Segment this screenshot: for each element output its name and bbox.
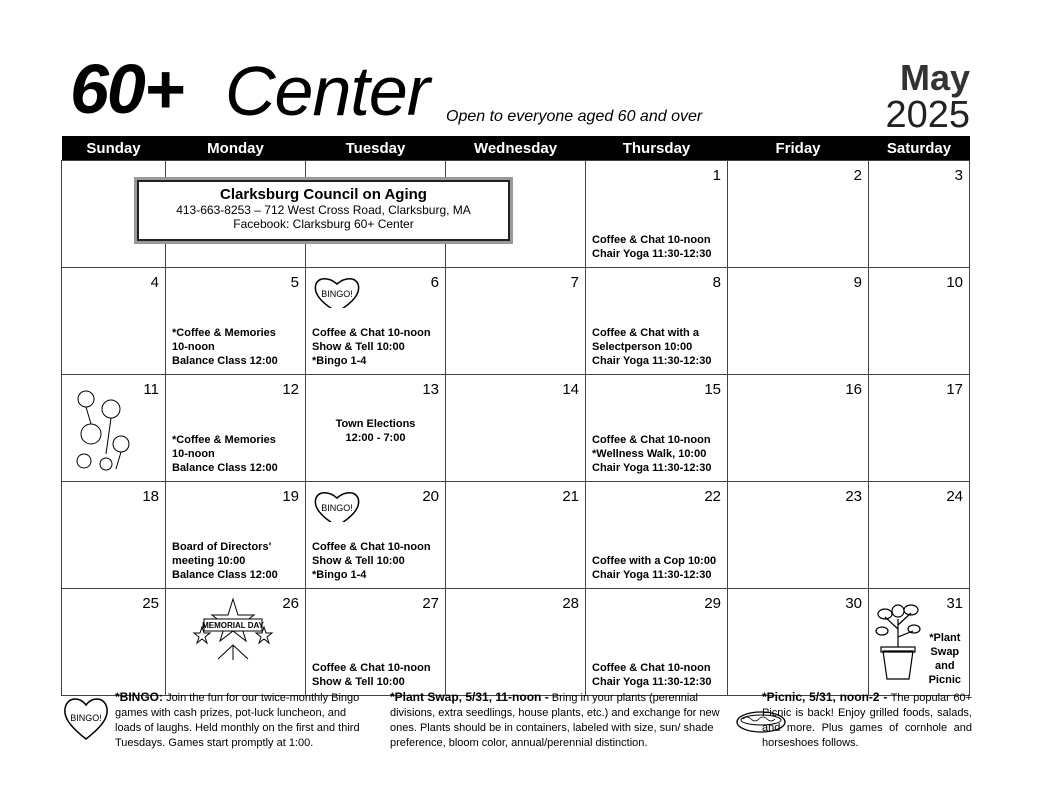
day-number: 27 bbox=[422, 595, 439, 612]
event-list bbox=[172, 540, 278, 582]
day-number: 22 bbox=[704, 488, 721, 505]
day-cell-23 bbox=[728, 482, 869, 589]
day-number: 26 bbox=[282, 595, 299, 612]
week-row bbox=[62, 375, 970, 482]
event-item: 10-noon bbox=[172, 341, 215, 353]
bingo-badge-text: BINGO! bbox=[321, 503, 353, 513]
day-cell-21 bbox=[446, 482, 586, 589]
day-number: 29 bbox=[704, 595, 721, 612]
weekday-wednesday: Wednesday bbox=[446, 136, 586, 161]
day-cell-19 bbox=[166, 482, 306, 589]
day-number: 5 bbox=[290, 274, 299, 291]
event-item: Coffee & Chat 10-noon bbox=[592, 434, 711, 446]
day-cell-29 bbox=[586, 589, 728, 696]
event-list bbox=[592, 554, 716, 582]
picnic-note bbox=[762, 690, 972, 751]
day-number: 12 bbox=[282, 381, 299, 398]
year-label: 2025 bbox=[885, 94, 970, 136]
event-item: Swap bbox=[930, 646, 960, 658]
event-item: Balance Class 12:00 bbox=[172, 569, 278, 581]
event-list bbox=[172, 433, 278, 475]
event-item: *Wellness Walk, 10:00 bbox=[592, 448, 707, 460]
weekday-tuesday: Tuesday bbox=[306, 136, 446, 161]
event-list bbox=[312, 661, 431, 689]
event-item: Chair Yoga 11:30-12:30 bbox=[592, 355, 712, 367]
event-item: *Bingo 1-4 bbox=[312, 355, 367, 367]
day-cell-22 bbox=[586, 482, 728, 589]
event-list bbox=[592, 433, 711, 475]
day-cell-30 bbox=[728, 589, 869, 696]
day-cell-5 bbox=[166, 268, 306, 375]
event-item: Selectperson 10:00 bbox=[592, 341, 693, 353]
event-item: Show & Tell 10:00 bbox=[312, 341, 405, 353]
event-item: Show & Tell 10:00 bbox=[312, 676, 405, 688]
memorial-day-stars-icon bbox=[188, 597, 278, 661]
weekday-monday: Monday bbox=[166, 136, 306, 161]
event-item: Coffee & Chat 10-noon bbox=[592, 234, 711, 246]
event-list bbox=[172, 326, 278, 368]
day-cell-8 bbox=[586, 268, 728, 375]
event-item: Coffee & Chat 10-noon bbox=[592, 662, 711, 674]
day-cell-31 bbox=[869, 589, 970, 696]
day-cell-14 bbox=[446, 375, 586, 482]
council-name: Clarksburg Council on Aging bbox=[220, 186, 427, 203]
day-number: 13 bbox=[422, 381, 439, 398]
day-number: 14 bbox=[562, 381, 579, 398]
day-cell-9 bbox=[728, 268, 869, 375]
day-cell-2 bbox=[728, 161, 869, 268]
event-item: Chair Yoga 11:30-12:30 bbox=[592, 248, 712, 260]
day-number: 3 bbox=[954, 167, 963, 184]
weekday-sunday: Sunday bbox=[62, 136, 166, 161]
day-number: 21 bbox=[562, 488, 579, 505]
plant-note-text: Bring in your plants (perennial divisions, extra seedlings, house plants, etc.) and exchange for new ones. Plants should be in containers, labeled with size, sun/ shade preference, bloom color, annual/perennial distinction. bbox=[390, 692, 720, 749]
event-item: Show & Tell 10:00 bbox=[312, 555, 405, 567]
week-row bbox=[62, 482, 970, 589]
event-item: meeting 10:00 bbox=[172, 555, 246, 567]
event-item: Coffee & Chat 10-noon bbox=[312, 662, 431, 674]
day-number: 9 bbox=[853, 274, 862, 291]
event-item: Balance Class 12:00 bbox=[172, 355, 278, 367]
day-number: 11 bbox=[143, 381, 159, 398]
event-item: Coffee & Chat 10-noon bbox=[312, 327, 431, 339]
event-list bbox=[312, 540, 431, 582]
event-item: Board of Directors' bbox=[172, 541, 272, 553]
event-item: Coffee with a Cop 10:00 bbox=[592, 555, 717, 567]
picnic-note-text: The popular 60+ Picnic is back! Enjoy grilled foods, salads, and more. Plus games of cornhole and horseshoes follows. bbox=[762, 692, 973, 749]
council-facebook: Facebook: Clarksburg 60+ Center bbox=[233, 217, 414, 231]
day-cell-7 bbox=[446, 268, 586, 375]
day-cell-15 bbox=[586, 375, 728, 482]
day-cell-6 bbox=[306, 268, 446, 375]
day-number: 6 bbox=[430, 274, 439, 291]
event-list bbox=[592, 233, 711, 261]
bingo-heart-text: BINGO! bbox=[70, 713, 102, 723]
event-list bbox=[312, 326, 431, 368]
event-item: 10-noon bbox=[172, 448, 215, 460]
day-number: 20 bbox=[422, 488, 439, 505]
day-number: 19 bbox=[282, 488, 299, 505]
event-item: 12:00 - 7:00 bbox=[345, 432, 406, 444]
mothers-day-flowers-icon bbox=[66, 379, 138, 477]
event-item: Chair Yoga 11:30-12:30 bbox=[592, 676, 712, 688]
weekday-header-row bbox=[62, 136, 970, 161]
bingo-heart-icon bbox=[310, 488, 362, 522]
day-cell-24 bbox=[869, 482, 970, 589]
weekday-thursday: Thursday bbox=[586, 136, 728, 161]
title-center: Center bbox=[225, 52, 430, 130]
subtitle: Open to everyone aged 60 and over bbox=[446, 108, 703, 125]
event-item: and bbox=[935, 660, 955, 672]
month-label: May bbox=[899, 57, 970, 98]
event-item: *Bingo 1-4 bbox=[312, 569, 367, 581]
day-number: 24 bbox=[946, 488, 963, 505]
day-cell-3 bbox=[869, 161, 970, 268]
day-cell-16 bbox=[728, 375, 869, 482]
day-cell-28 bbox=[446, 589, 586, 696]
day-cell-11 bbox=[62, 375, 166, 482]
weekday-saturday: Saturday bbox=[869, 136, 970, 161]
picnic-note-head: *Picnic, 5/31, noon-2 - bbox=[762, 690, 888, 704]
day-cell-26 bbox=[166, 589, 306, 696]
day-number: 23 bbox=[845, 488, 862, 505]
day-cell-18 bbox=[62, 482, 166, 589]
bingo-note-head: *BINGO: bbox=[115, 690, 163, 704]
event-item: *Coffee & Memories bbox=[172, 327, 276, 339]
council-address: 413-663-8253 – 712 West Cross Road, Clarksburg, MA bbox=[176, 203, 471, 217]
day-number: 17 bbox=[946, 381, 963, 398]
plant-swap-note bbox=[390, 690, 730, 751]
event-item: Town Elections bbox=[335, 418, 416, 430]
day-cell-27 bbox=[306, 589, 446, 696]
day-cell-25 bbox=[62, 589, 166, 696]
day-number: 30 bbox=[845, 595, 862, 612]
day-number: 18 bbox=[142, 488, 159, 505]
day-number: 16 bbox=[845, 381, 862, 398]
event-list bbox=[306, 417, 445, 445]
day-number: 4 bbox=[150, 274, 159, 291]
day-number: 25 bbox=[142, 595, 159, 612]
bingo-heart-icon bbox=[310, 274, 362, 308]
bingo-heart-icon bbox=[60, 693, 112, 743]
week-row bbox=[62, 268, 970, 375]
memorial-day-text: MEMORIAL DAY bbox=[202, 621, 264, 630]
day-cell-12 bbox=[166, 375, 306, 482]
day-number: 2 bbox=[853, 167, 862, 184]
event-list bbox=[592, 326, 711, 368]
bingo-badge-text: BINGO! bbox=[321, 289, 353, 299]
day-number: 7 bbox=[570, 274, 579, 291]
potted-plant-icon bbox=[873, 599, 923, 681]
council-info-box bbox=[137, 180, 510, 241]
day-cell-13 bbox=[306, 375, 446, 482]
day-cell-10 bbox=[869, 268, 970, 375]
day-number: 1 bbox=[712, 167, 721, 184]
event-item: Balance Class 12:00 bbox=[172, 462, 278, 474]
title-60plus: 60+ bbox=[70, 50, 183, 128]
day-number: 8 bbox=[712, 274, 721, 291]
day-cell-1 bbox=[586, 161, 728, 268]
plant-note-head: *Plant Swap, 5/31, 11-noon - bbox=[390, 690, 549, 704]
day-number: 31 bbox=[946, 595, 963, 612]
day-cell-4 bbox=[62, 268, 166, 375]
event-item: *Plant bbox=[929, 632, 961, 644]
event-list bbox=[592, 661, 711, 689]
bingo-note-text: Join the fun for our twice-monthly Bingo games with cash prizes, pot-luck luncheon, and loads of laughs. Held monthly on the first and third Tuesdays. Games start promptly at 1:00. bbox=[115, 692, 360, 749]
event-list bbox=[929, 631, 961, 687]
day-number: 28 bbox=[562, 595, 579, 612]
event-item: Coffee & Chat 10-noon bbox=[312, 541, 431, 553]
day-cell-17 bbox=[869, 375, 970, 482]
event-item: Picnic bbox=[928, 674, 961, 686]
event-item: *Coffee & Memories bbox=[172, 434, 276, 446]
event-item: Chair Yoga 11:30-12:30 bbox=[592, 569, 712, 581]
event-item: Chair Yoga 11:30-12:30 bbox=[592, 462, 712, 474]
bingo-note bbox=[115, 690, 365, 751]
weekday-friday: Friday bbox=[728, 136, 869, 161]
day-cell-20 bbox=[306, 482, 446, 589]
day-number: 10 bbox=[946, 274, 963, 291]
event-item: Coffee & Chat with a bbox=[592, 327, 699, 339]
week-row bbox=[62, 589, 970, 696]
day-number: 15 bbox=[704, 381, 721, 398]
